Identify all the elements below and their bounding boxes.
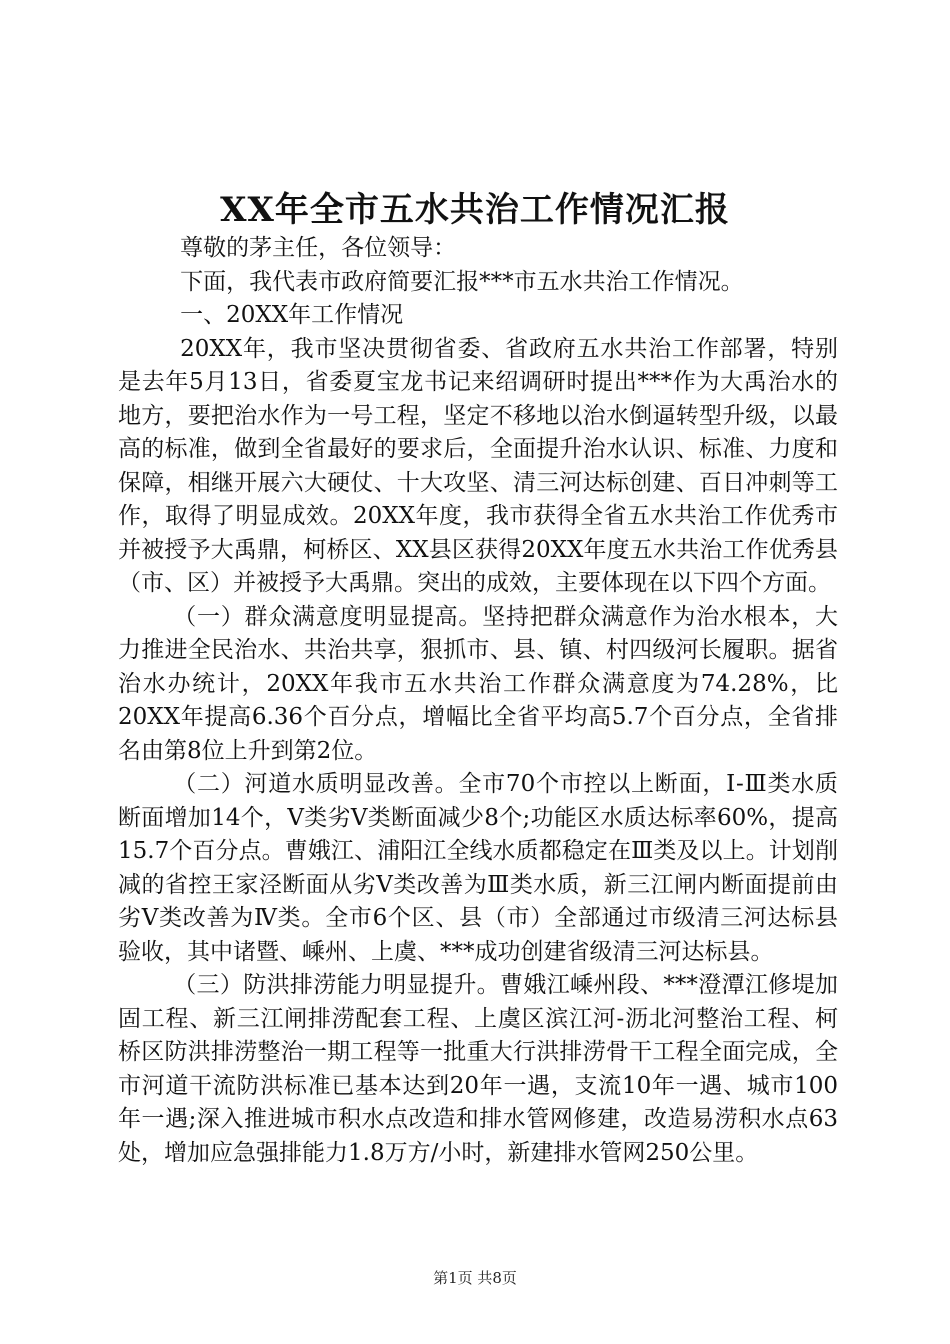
page-footer: 第1页 共8页 [433, 1269, 517, 1287]
document-body [118, 232, 838, 1170]
paragraph-water-quality: （二）河道水质明显改善。全市70个市控以上断面，Ⅰ-Ⅲ类水质断面增加14个，Ⅴ类劣Ⅴ类断面减少8个;功能区水质达标率60%，提高15.7个百分点。曹娥江、浦阳江全线水质都稳定在Ⅲ类及以上。计划削减的省控王家泾断面从劣Ⅴ类改善为Ⅲ类水质，新三江闸内断面提前由劣Ⅴ类改善为Ⅳ类。全市6个区、县（市）全部通过市级清三河达标县验收，其中诸暨、嵊州、上虞、***成功创建省级清三河达标县。 [118, 771, 838, 965]
paragraph-overview: 20XX年，我市坚决贯彻省委、省政府五水共治工作部署，特别是去年5月13日，省委夏宝龙书记来绍调研时提出***作为大禹治水的地方，要把治水作为一号工程，坚定不移地以治水倒逼转型升级，以最高的标准，做到全省最好的要求后，全面提升治水认识、标准、力度和保障，相继开展六大硬仗、十大攻坚、清三河达标创建、百日冲刺等工作，取得了明显成效。20XX年度，我市获得全省五水共治工作优秀市并被授予大禹鼎，柯桥区、XX县区获得20XX年度五水共治工作优秀县（市、区）并被授予大禹鼎。突出的成效，主要体现在以下四个方面。 [118, 335, 838, 596]
intro-paragraph: 下面，我代表市政府简要汇报***市五水共治工作情况。 [180, 268, 744, 295]
document-title: XX年全市五水共治工作情况汇报 [220, 190, 730, 230]
salutation: 尊敬的茅主任，各位领导： [180, 235, 457, 261]
section-heading: 一、20XX年工作情况 [180, 302, 404, 328]
paragraph-flood-control: （三）防洪排涝能力明显提升。曹娥江嵊州段、***澄潭江修堤加固工程、新三江闸排涝配套工程、上虞区滨江河-沥北河整治工程、柯桥区防洪排涝整治一期工程等一批重大行洪排涝骨干工程全面完成，全市河道干流防洪标准已基本达到20年一遇，支流10年一遇、城市100年一遇;深入推进城市积水点改造和排水管网修建，改造易涝积水点63处，增加应急强排能力1.8万方/小时，新建排水管网250公里。 [118, 972, 838, 1166]
paragraph-satisfaction: （一）群众满意度明显提高。坚持把群众满意作为治水根本，大力推进全民治水、共治共享，狠抓市、县、镇、村四级河长履职。据省治水办统计，20XX年我市五水共治工作群众满意度为74.28%，比20XX年提高6.36个百分点，增幅比全省平均高5.7个百分点，全省排名由第8位上升到第2位。 [118, 603, 838, 764]
